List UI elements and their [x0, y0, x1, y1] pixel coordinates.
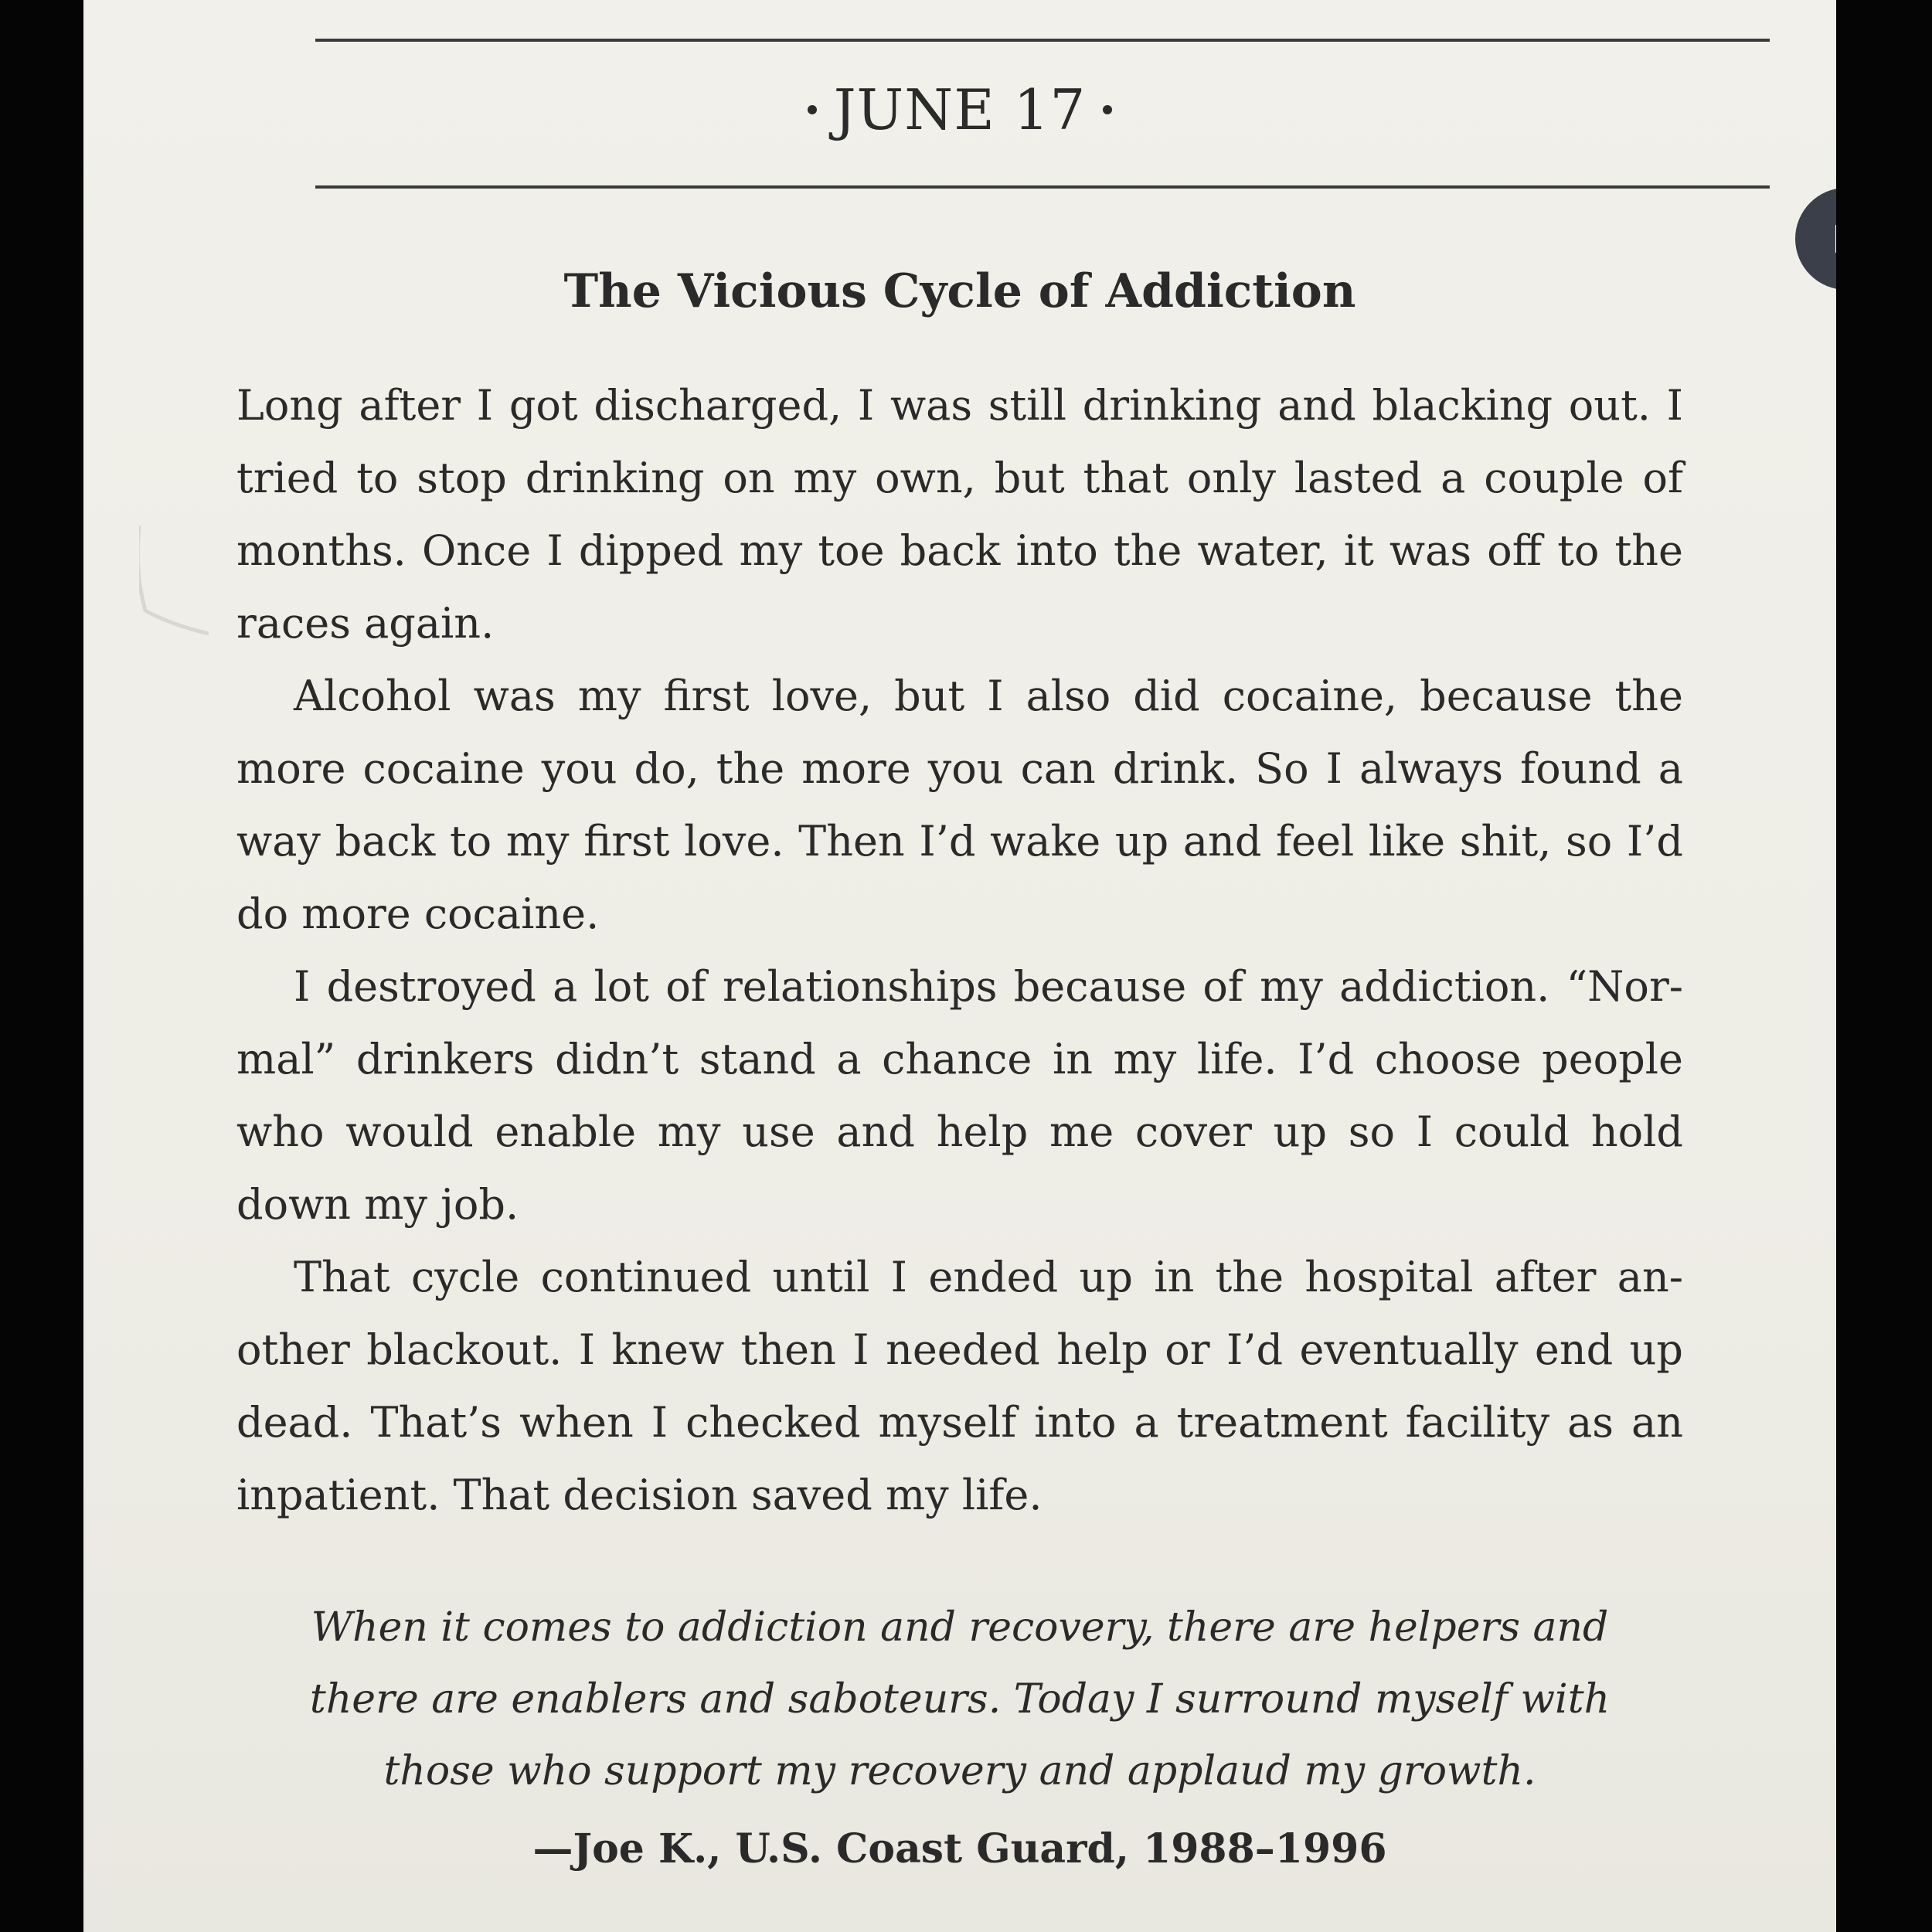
entry-body [236, 369, 1683, 1532]
body-paragraph: Alcohol was my first love, but I also did cocaine, because the more cocaine you do, the more you can drink. So I always found a way back to my first love. Then I’d wake up and feel like shit, so I’d do more cocaine. [236, 672, 1683, 938]
date-dot-left [808, 105, 817, 114]
page-curl-decoration [139, 526, 209, 641]
body-paragraph: I destroyed a lot of relationships because of my addiction. “Nor-mal” drinkers didn’t stand a chance in my life. I’d choose people who would enable my use and help me cover up so I could hold down my job. [236, 962, 1683, 1229]
body-paragraph: Long after I got discharged, I was still drinking and blacking out. I tried to stop drinking on my own, but that only lasted a couple of months. Once I dipped my toe back into the water, it was off to the races again. [236, 381, 1683, 648]
ebook-page[interactable] [83, 0, 1836, 1932]
reflection-quote: When it comes to addiction and recovery, there are helpers and there are enablers and saboteurs. Today I surround myself with those who support my recovery and applaud my growth. [309, 1604, 1611, 1794]
header-rule-bottom [315, 185, 1770, 189]
quote-attribution: —Joe K., U.S. Coast Guard, 1988–1996 [532, 1825, 1387, 1872]
body-paragraph: That cycle continued until I ended up in the hospital after an-other blackout. I knew then I needed help or I’d eventually end up dead. That’s when I checked myself into a treatment facility as an inpatient. That decision saved my life. [236, 1253, 1683, 1519]
date-dot-right [1103, 105, 1112, 114]
bookmark-icon [1831, 222, 1836, 256]
date-header [83, 77, 1836, 142]
entry-title: The Vicious Cycle of Addiction [563, 264, 1356, 318]
header-rule-top [315, 39, 1770, 42]
date-text: JUNE 17 [833, 77, 1087, 142]
